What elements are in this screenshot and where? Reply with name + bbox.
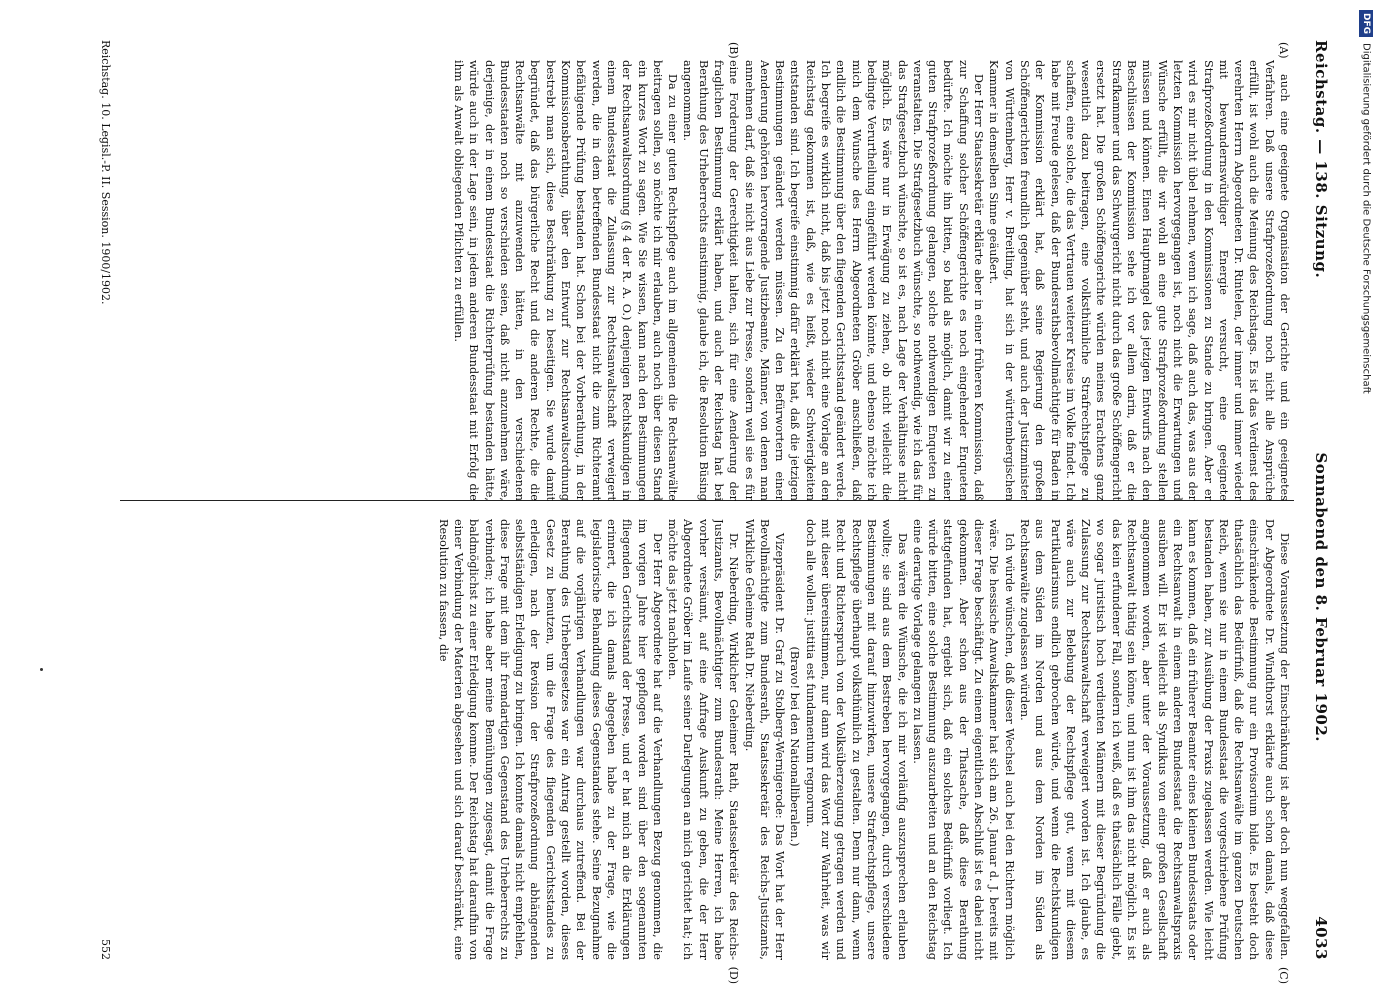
paragraph: Das wären die Wünsche, die ich mir vorläufig auszusprechen erlauben wollte; sie sind aus dem Bestreben hervorgegangen, durch verschiedene Bestimmungen mit darauf hinzuwirken, unsere Strafrechtspflege, unsere Rechtspflege überhaupt volksthümlich zu gestalten. Denn nur dann, wenn Recht und Richterspruch von der Volksüberzeugung getragen werden und mit dieser übereinstimmen, nur dann wird das Wort zur Wahrheit, was wir doch alle wollen: justitia est fundamentum regnorum. xyxy=(803,519,909,960)
page-header xyxy=(1290,40,1330,960)
paragraph: Ich würde wünschen, daß dieser Wechsel auch bei den Richtern möglich wäre. Die hessische Anwaltskammer hat sich am 26. Januar d. J. bereits mit dieser Frage beschäftigt. Zu einem eigentlichen Abschluß ist es dabei nicht gekommen. Aber schon aus der Thatsache, daß diese Berathung stattgefunden hat, ergiebt sich, daß ein solches Bedürfniß vorliegt. Ich würde bitten, eine solche Bestimmung auszuarbeiten und an den Reichstag eine derartige Vorlage gelangen zu lassen. xyxy=(910,519,1016,960)
page-footer xyxy=(92,40,112,960)
paragraph: Da zu einer guten Rechtspflege auch im allgemeinen die Rechtsanwälte beitragen sollen, so möchte ich mir erlauben, auch noch über diesen Stand ein kurzes Wort zu sagen. Wie Sie wissen, kann nach den Bestimmungen der Rechtsanwaltsordnung (§ 4 der R. A. O.) denjenigen Rechtskundigen in einem Bundesstaat die Zulassung zur Rechtsanwaltschaft verweigert werden, die in dem betreffenden Bundesstaat nicht die zum Richteramt befähigende Prüfung bestanden hat. Schon bei der Vorberathung, in der Kommissionsberathung, über den Entwurf zur Rechtsanwaltsordnung bestrebt man sich, diese Beschränkung zu beseitigen. Sie wurde damit begründet, daß das bürgerliche Recht und die anderen Rechte, die die Rechtsanwälte mit anzuwenden hätten, in den verschiedenen Bundesstaaten noch so verschieden seien, daß nicht anzunehmen wäre, derjenige, der in einem Bundesstaat die Richterprüfung bestanden hätte, würde auch in der Lage sein, in jedem anderen Bundesstaat mit Erfolg die ihm als Anwalt obliegenden Pflichten zu erfüllen. xyxy=(451,60,680,501)
dfg-logo: DFG xyxy=(1359,10,1373,37)
dfg-credit xyxy=(1353,10,1379,990)
paragraph: Vizepräsident Dr. Graf zu Stolberg-Wernigerode: Das Wort hat der Herr Bevollmächtigte zum Bundesrath, Staatssekretär des Reichs-Justizamts, Wirkliche Geheime Rath Dr. Nieberding. xyxy=(742,519,787,960)
header-date: Sonnabend den 8. Februar 1902. xyxy=(1312,452,1330,743)
marginal-a: (A) xyxy=(1277,42,1290,59)
paragraph: auch eine geeignete Organisation der Gerichte und ein geeignetes Verfahren. Daß unsere Strafprozeßordnung noch nicht alle Ansprüche erfüllt, ist wohl auch die Meinung des Reichstags. Es ist das Verdienst des verehrten Herrn Abgeordneten Dr. Rintelen, der immer und immer wieder mit bewundernswürdiger Energie versucht, eine geeignete Strafprozeßordnung in den Kommissionen zu Stande zu bringen. Aber er wird es mir nicht übel nehmen, wenn ich sage, daß auch das, was aus der letzten Kommission hervorgegangen ist, noch nicht die Erwartungen und Wünsche erfüllt, die wir wohl an eine gute Strafprozeßordnung stellen müssen und können. Einen Hauptmangel des jetzigen Entwurfs nach den Beschlüssen der Kommission sehe ich vor allem darin, daß er die Strafkammer und das Schwurgericht nicht durch das große Schöffengericht ersetzt hat. Die großen Schöffengerichte würden meines Erachtens ganz wesentlich dazu beitragen, eine volksthümliche Strafrechtspflege zu schaffen, eine solche, die das Vertrauen weiterer Kreise im Volke findet. Ich habe mit Freude gelesen, daß der Bundesrathsbevollmächtigte für Baden in der Kommission erklärt hat, daß seine Regierung den großen Schöffengerichten freundlich gegenüber steht, und auch der Justizminister von Württemberg, Herr v. Breitling, hat sich in der württembergischen Kammer in demselben Sinne geäußert. xyxy=(987,60,1291,501)
footer-page-number: 552 xyxy=(99,939,112,960)
applause-note: (Bravo! bei den Nationalliberalen.) xyxy=(788,646,802,847)
paragraph: Dr. Nieberding, Wirklicher Geheimer Rath, Staatssekretär des Reichs-Justizamts, Bevollmächtigter zum Bundesrath: Meine Herren, ich habe vorher versäumt, auf eine Anfrage Auskunft zu geben, die der Herr Abgeordnete Gröber im Laufe seiner Darlegungen an mich gerichtet hat; ich möchte das jetzt nachholen. xyxy=(666,519,741,960)
footer-session: Reichstag. 10. Legisl.-P. II. Session. 1900/1902. xyxy=(99,40,112,305)
paragraph: Diese Voraussetzung der Einschränkung ist aber doch nun weggefallen. Der Abgeordnete Dr. Windthorst erklärte auch schon damals, daß diese einschränkende Bestimmung nur ein Provisorium bilde. Es besteht doch thatsächlich das Bedürfniß, daß die Rechtsanwälte im ganzen Deutschen Reich, wenn sie nur in einem Bundesstaat die vorgeschriebene Prüfung bestanden haben, zur Ausübung der Praxis zugelassen werden. Wie leicht kann es kommen, daß ein früherer Beamter eines kleinen Bundesstaats oder ein Rechtsanwalt in einem anderen Bundesstaat die Rechtsanwaltspraxis ausüben will. Er ist vielleicht als Syndikus von einer großen Gesellschaft angenommen worden, aber unter der Voraussetzung, daß er auch als Rechtsanwalt thätig sein könne, und nun ist ihm das nicht möglich. Es ist das kein erfundener Fall, sondern ich weiß, daß es thatsächlich Fälle giebt, wo sogar juristisch hoch verdienten Männern mit dieser Begründung die Zulassung zur Rechtsanwaltschaft verweigert worden ist. Ich glaube, es wäre auch zur Belebung der Rechtspflege gut, wenn mit diesem Partikularismus endlich gebrochen würde, und wenn die Rechtskundigen aus dem Süden im Norden und aus dem Norden im Süden als Rechtsanwälte zugelassen würden. xyxy=(1017,519,1291,960)
marginal-b: (B) xyxy=(727,42,740,59)
paragraph: Der Herr Staatssekretär erklärte aber in einer früheren Kommission, daß zur Schaffung solcher Schöffengerichte es noch eingehender Enqueten bedürfte. Ich möchte ihn bitten, so bald als möglich, damit wir zu einer guten Strafprozeßordnung gelangen, solche nothwendigen Enqueten zu veranstalten. Die Strafgesetzbuch wünschte, so nothwendig, wie ich das für das Strafgesetzbuch wünschte, so ist es, nach Lage der Verhältnisse nicht möglich. Es wäre nur in Erwägung zu ziehen, ob nicht vielleicht die bedingte Verurtheilung eingeführt werden könnte, und ebenso möchte ich mich dem Wunsche des Herrn Abgeordneten Gröber anschließen, daß endlich die Bestimmung über den fliegenden Gerichtsstand geändert werde. Ich begreife es wirklich nicht, daß bis jetzt noch nicht eine Vorlage an den Reichstag gekommen ist, daß, wie es heißt, wieder Schwierigkeiten entstanden sind. Ich begreife einstimmig dafür erklärt hat, daß die jetzigen Bestimmungen geändert werden müssen. Zu den Befürwortern einer Aenderung gehörten hervorragende Justizbeamte, Männer, von denen man annehmen darf, daß sie nicht aus Liebe zur Presse, sondern weil sie es für eine Forderung der Gerechtigkeit halten, sich für eine Aenderung der fraglichen Bestimmung erklärt haben, und auch der Reichstag hat bei Berathung des Urheberrechts einstimmig, glaube ich, die Resolution Büsing angenommen. xyxy=(681,60,986,501)
page-number: 4033 xyxy=(1312,916,1330,960)
right-column xyxy=(120,519,1292,960)
marginal-c: (C) xyxy=(1277,967,1290,984)
rotated-newspaper-page xyxy=(80,40,1330,984)
marginal-d: (D) xyxy=(727,966,740,984)
left-column xyxy=(120,60,1292,501)
header-left: Reichstag. — 138. Sitzung. xyxy=(1312,40,1330,279)
paragraph: Der Herr Abgeordnete hat auf die Verhandlungen Bezug genommen, die im vorigen Jahre hier gepflogen worden sind über den sogenannten fliegenden Gerichtsstand der Presse, und er hat mich an die Erklärungen erinnert, die ich damals abgegeben habe zu der Frage, wie die legislatorische Behandlung dieses Gegenstandes stehe. Seine Bezugnahme auf die vorjährigen Verhandlungen war durchaus zutreffend. Bei der Berathung des Urhebergesetzes war ein Antrag gestellt worden, dieses Gesetz zu benutzen, um die Frage des fliegenden Gerichtsstandes zu erledigen, nach der Revision der Strafprozeßordnung abhängenden selbstständigen Erledigung zu bringen. Ich konnte damals nicht empfehlen, diese Frage mit dem ihr fremdartigen Gegenstand des Urheberrechts zu verbinden; ich habe aber meine Bemühungen zugesagt, damit die Frage baldmöglichst zu einer Erledigung komme. Der Reichstag hat daraufhin von einer Verbindung der Materien abgesehen und sich darauf beschränkt, eine Resolution zu fassen, die xyxy=(436,519,664,960)
text-columns xyxy=(120,60,1292,960)
scan-speck xyxy=(40,668,43,671)
dfg-credit-text: Digitalisierung gefördert durch die Deutsche Forschungsgemeinschaft xyxy=(1360,43,1372,394)
